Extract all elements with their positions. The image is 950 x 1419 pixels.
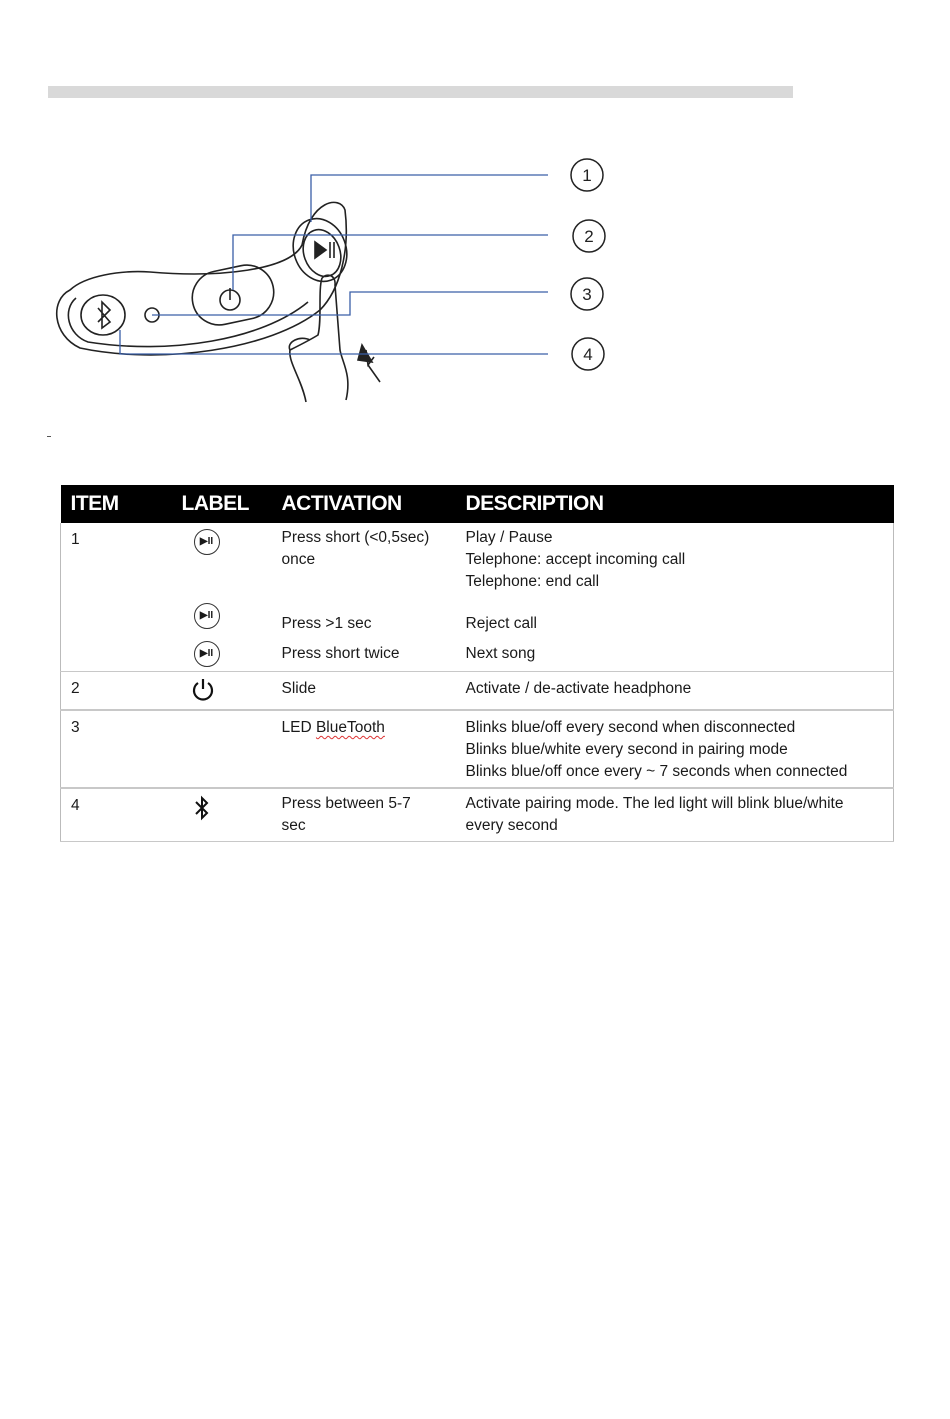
bluetooth-icon: [192, 795, 212, 821]
item-number: 4: [61, 788, 172, 842]
description-text: Next song: [456, 635, 894, 672]
activation-text: Press between 5-7: [281, 795, 411, 812]
activation-text: Press short (<0,5sec): [281, 529, 430, 546]
header-description: DESCRIPTION: [456, 485, 894, 523]
callout-badges: [571, 159, 605, 370]
play-pause-icon: ▶II: [194, 641, 220, 667]
description-text: Activate pairing mode. The led light will blink blue/white: [465, 795, 844, 812]
description-text: Telephone: end call: [465, 573, 600, 590]
callout-2: 2: [584, 227, 594, 246]
description-text: Blinks blue/white every second in pairing mode: [465, 741, 788, 758]
activation-text: LED BlueTooth: [272, 710, 456, 788]
table-row: [61, 788, 894, 842]
item-number: 2: [61, 672, 172, 711]
item-number: 1: [61, 523, 172, 593]
stray-dash: [47, 436, 51, 437]
description-text: Blinks blue/off once every ~ 7 seconds when connected: [465, 763, 848, 780]
table-row: [61, 593, 894, 635]
description-text: Blinks blue/off every second when disconnected: [465, 719, 796, 736]
activation-text: Press >1 sec: [281, 615, 372, 632]
description-text: Activate / de-activate headphone: [456, 672, 894, 711]
play-pause-icon: ▶II: [194, 603, 220, 629]
header-item: ITEM: [61, 485, 172, 523]
item-number: 3: [61, 710, 172, 788]
activation-text: once: [281, 551, 316, 568]
activation-text: Press short twice: [272, 635, 456, 672]
spellcheck-word: BlueTooth: [315, 719, 385, 736]
activation-text: Slide: [272, 672, 456, 711]
play-pause-icon: ▶II: [194, 529, 220, 555]
power-icon: [190, 676, 216, 702]
table-row: [61, 710, 894, 788]
headphone-earpiece-illustration: [57, 202, 380, 402]
description-text: Reject call: [456, 593, 894, 635]
activation-text: sec: [281, 817, 306, 834]
header-activation: ACTIVATION: [272, 485, 456, 523]
table-row: [61, 635, 894, 672]
description-text: Telephone: accept incoming call: [465, 551, 686, 568]
header-rule: [48, 86, 793, 98]
table-row: [61, 672, 894, 711]
table-header-row: [61, 485, 894, 523]
callout-4: 4: [583, 345, 593, 364]
description-text: every second: [465, 817, 558, 834]
callout-3: 3: [582, 285, 592, 304]
table-row: [61, 523, 894, 593]
callout-1: 1: [582, 166, 592, 185]
controls-table: [60, 485, 894, 842]
headphone-controls-diagram: [40, 150, 640, 415]
header-label: LABEL: [172, 485, 272, 523]
description-text: Play / Pause: [465, 529, 553, 546]
